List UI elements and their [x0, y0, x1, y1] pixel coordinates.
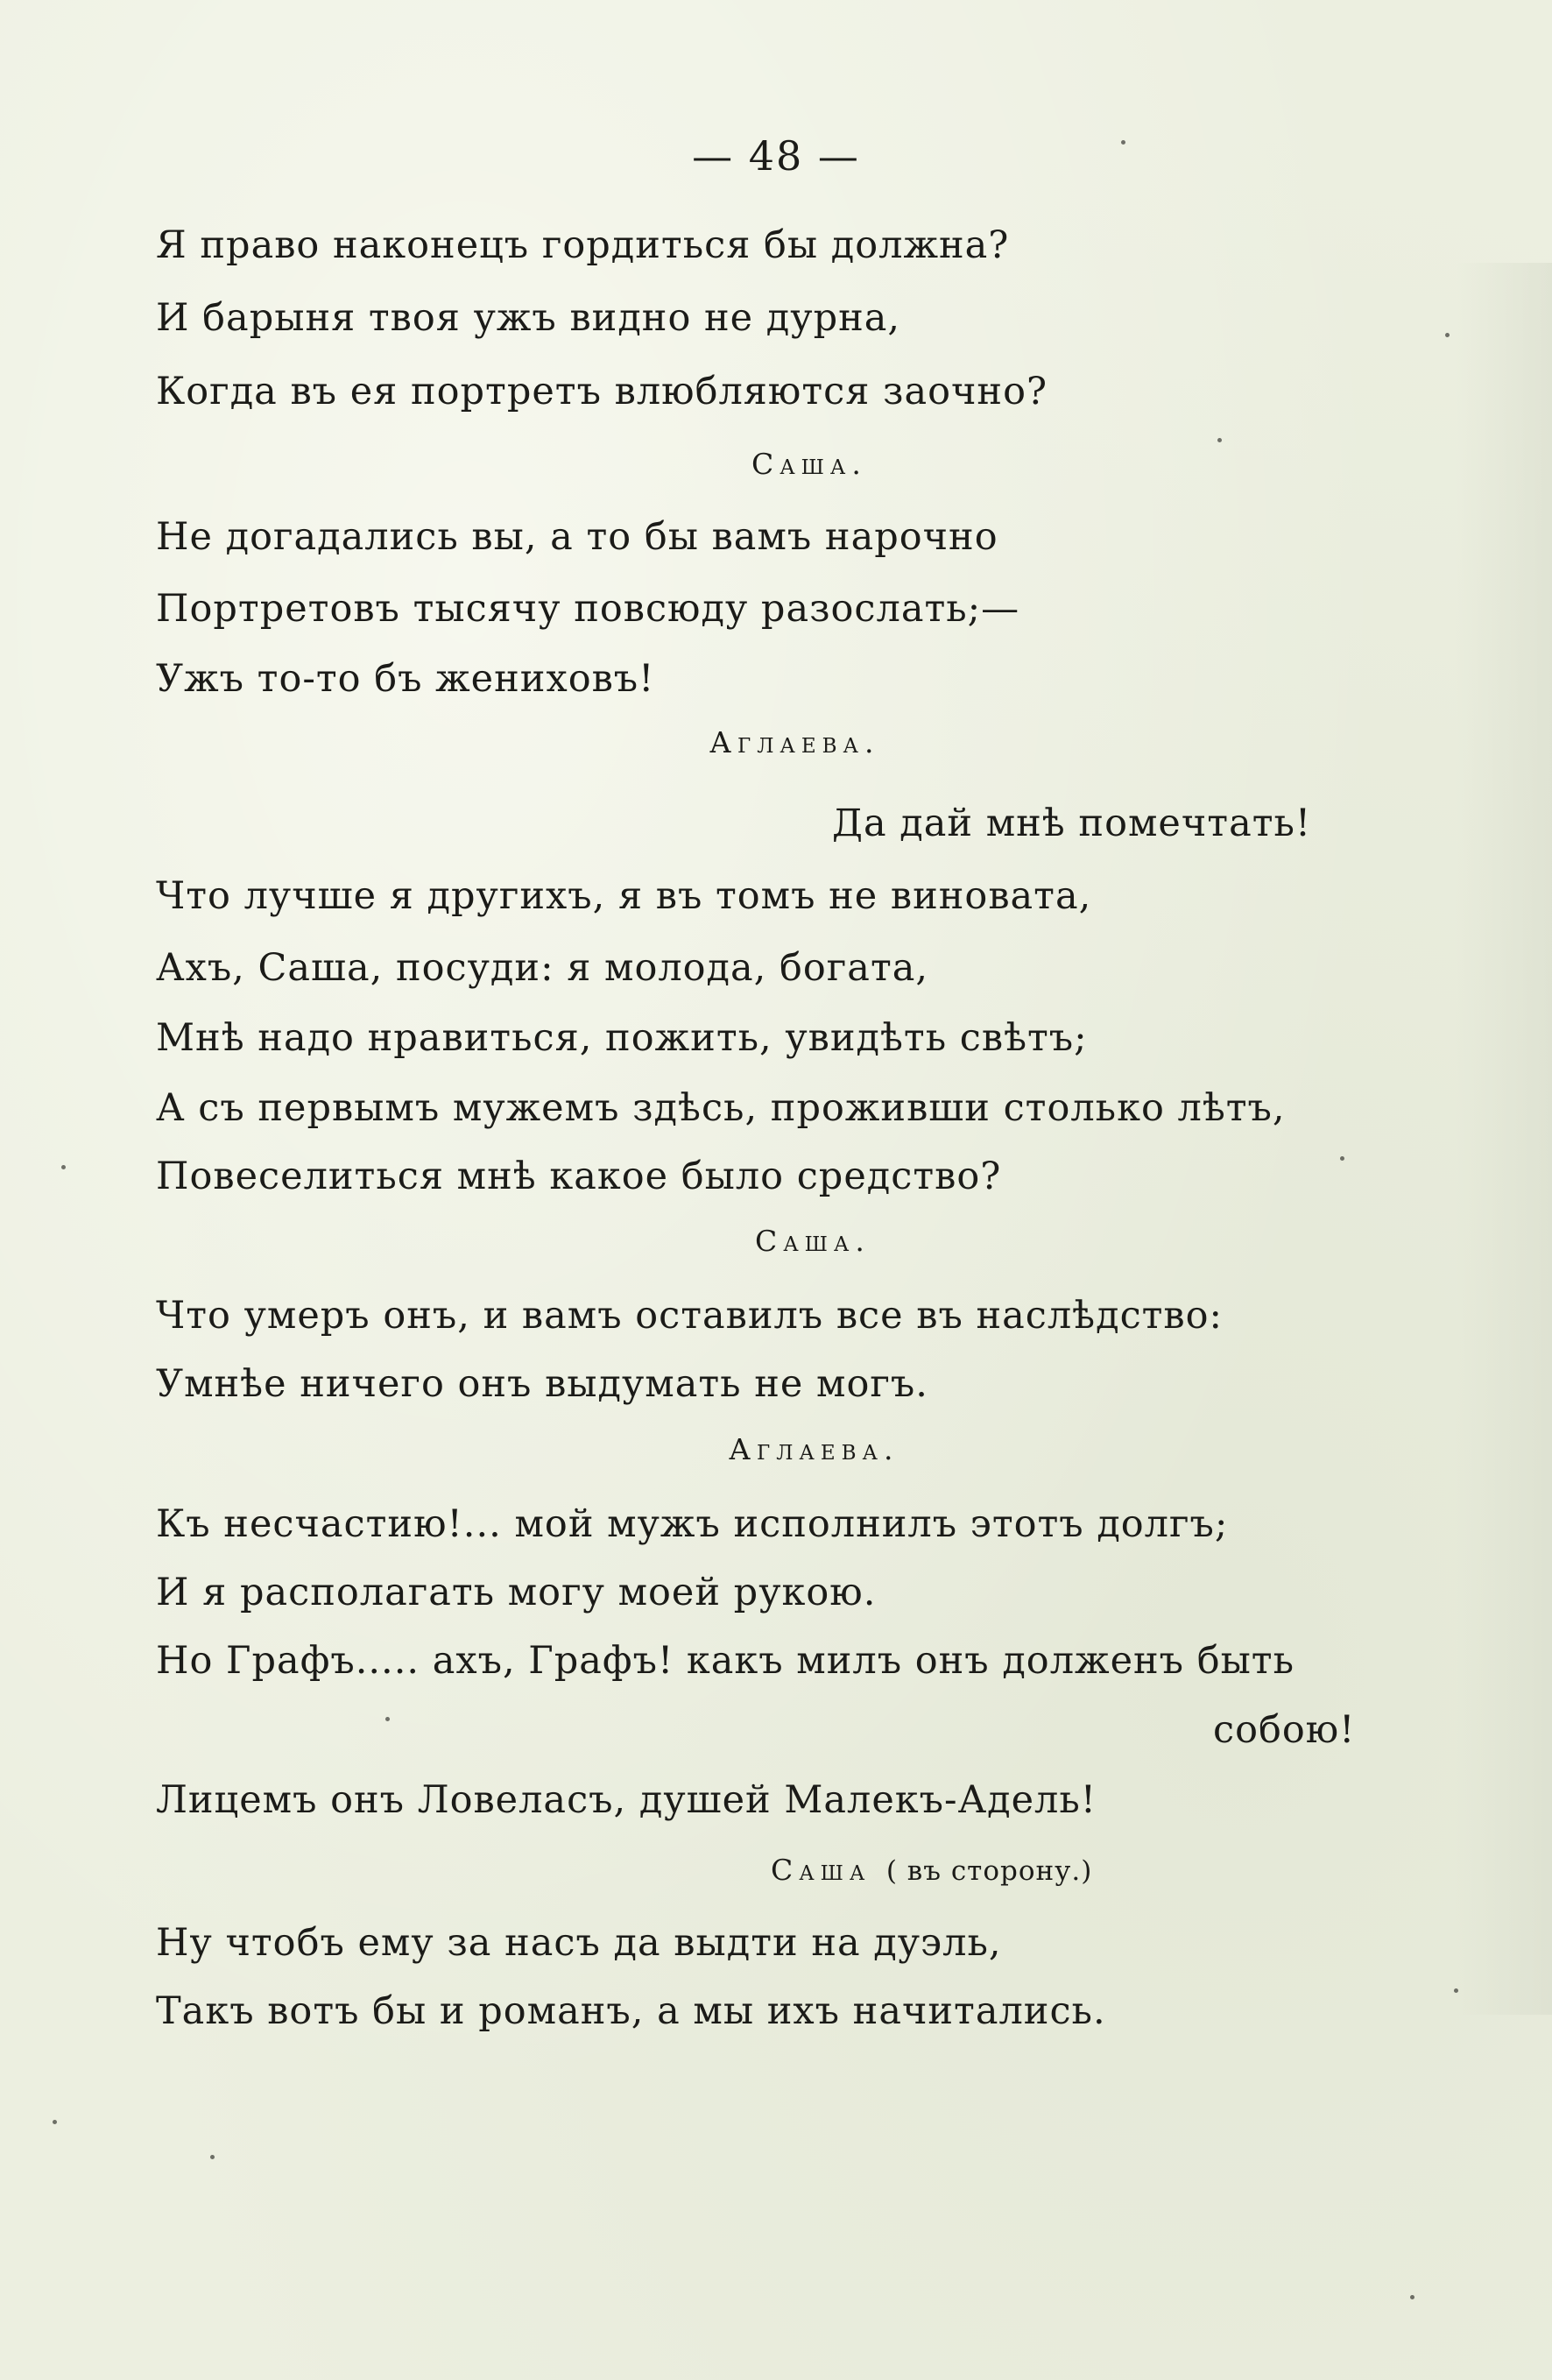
speaker-name: Аглаева. — [729, 1432, 899, 1466]
speaker-name-with-aside — [771, 1848, 1092, 1893]
paper-speck — [1410, 2295, 1414, 2299]
verse-line: И барыня твоя ужъ видно не дурна, — [156, 296, 901, 340]
paper-speck — [385, 1717, 390, 1721]
page-edge-shadow — [1456, 263, 1552, 2015]
paper-speck — [1454, 1988, 1458, 1993]
stage-direction: ( въ сторону.) — [885, 1855, 1093, 1887]
speaker-name: Аглаева. — [709, 725, 880, 759]
paper-speck — [61, 1165, 66, 1169]
paper-speck — [1121, 140, 1125, 145]
verse-line: Ну чтобъ ему за насъ да выдти на дуэль, — [156, 1921, 1002, 1965]
speaker-name: Саша. — [755, 1224, 871, 1258]
verse-line: Къ несчастию!... мой мужъ исполнилъ этотъ долгъ; — [156, 1502, 1229, 1546]
verse-line: Портретовъ тысячу повсюду разослать;— — [156, 587, 1020, 631]
verse-line: Я право наконецъ гордиться бы должна? — [156, 223, 1010, 267]
speaker-name: Саша — [771, 1853, 871, 1887]
verse-line: Но Графъ..... ахъ, Графъ! какъ милъ онъ долженъ быть — [156, 1639, 1295, 1683]
verse-line: Не догадались вы, а то бы вамъ нарочно — [156, 515, 998, 559]
paper-speck — [210, 2155, 215, 2159]
page-number: — 48 — — [692, 132, 860, 180]
verse-line: Что умеръ онъ, и вамъ оставилъ все въ наслѣдство: — [156, 1294, 1224, 1338]
verse-line: Повеселиться мнѣ какое было средство? — [156, 1155, 1002, 1198]
verse-line: Что лучше я другихъ, я въ томъ не виновата, — [156, 874, 1092, 918]
verse-line: Ахъ, Саша, посуди: я молода, богата, — [156, 946, 929, 990]
speaker-name: Саша. — [751, 447, 867, 481]
verse-line: Да дай мнѣ помечтать! — [832, 802, 1312, 845]
verse-line: Ужъ то-то бъ жениховъ! — [156, 657, 655, 701]
paper-speck — [1445, 333, 1450, 337]
verse-line: Такъ вотъ бы и романъ, а мы ихъ начитались. — [156, 1989, 1106, 2033]
verse-line: Умнѣе ничего онъ выдумать не могъ. — [156, 1362, 928, 1406]
verse-line: А съ первымъ мужемъ здѣсь, проживши столько лѣтъ, — [156, 1086, 1286, 1130]
verse-line: Когда въ ея портретъ влюбляются заочно? — [156, 370, 1048, 413]
verse-line: И я располагать могу моей рукою. — [156, 1571, 877, 1614]
paper-speck — [1217, 438, 1222, 442]
verse-line: Лицемъ онъ Ловеласъ, душей Малекъ-Адель! — [156, 1778, 1097, 1822]
paper-speck — [53, 2120, 57, 2124]
verse-line: Мнѣ надо нравиться, пожить, увидѣть свѣтъ; — [156, 1016, 1088, 1060]
verse-line-continuation: собою! — [1213, 1708, 1356, 1752]
paper-speck — [1340, 1156, 1344, 1161]
